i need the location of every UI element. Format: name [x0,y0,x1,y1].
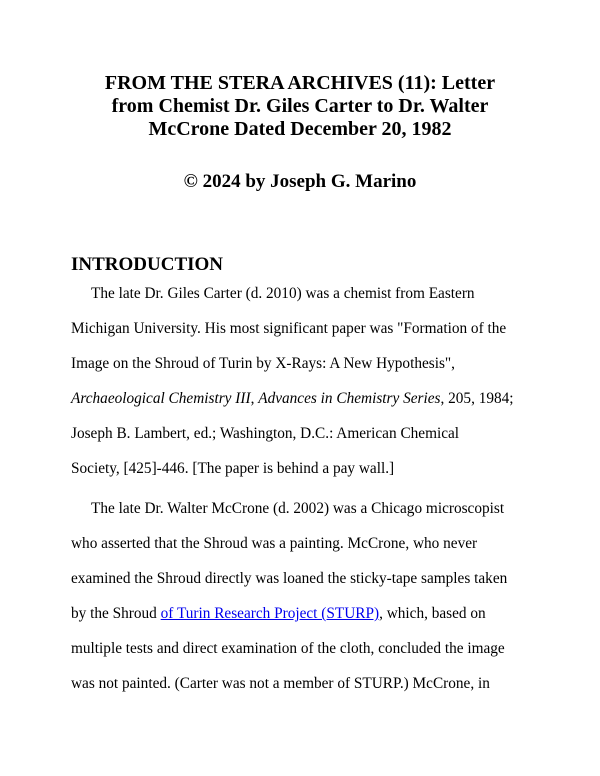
sturp-link[interactable]: of Turin Research Project (STURP) [160,605,380,622]
para2-line-2: who asserted that the Shroud was a painting. McCrone, who never [71,535,478,552]
para1-line-4 [71,389,514,409]
para1-line-1: The late Dr. Giles Carter (d. 2010) was a chemist from Eastern [91,285,475,302]
para2-line-3: examined the Shroud directly was loaned the sticky-tape samples taken [71,570,508,587]
title-line-2: from Chemist Dr. Giles Carter to Dr. Walter [111,95,489,117]
para2-line-4-pre: by the Shroud [71,605,161,622]
para2-line-1: The late Dr. Walter McCrone (d. 2002) was a Chicago microscopist [91,500,505,517]
para1-line-6: Society, [425]-446. [The paper is behind a pay wall.] [71,460,395,477]
citation-separator: , [250,390,259,407]
para1-line-2: Michigan University. His most significant paper was "Formation of the [71,320,507,337]
citation-rest: , 205, 1984; [440,390,514,407]
para2-line-4 [71,604,486,624]
para2-line-6: was not painted. (Carter was not a member of STURP.) McCrone, in [71,675,490,692]
journal-title-italic: Archaeological Chemistry III [71,390,251,407]
series-title-italic: Advances in Chemistry Series [258,390,441,407]
para1-line-3: Image on the Shroud of Turin by X-Rays: A New Hypothesis", [71,355,455,372]
para1-line-5: Joseph B. Lambert, ed.; Washington, D.C.: American Chemical [71,425,460,442]
para2-line-5: multiple tests and direct examination of the cloth, concluded the image [71,640,505,657]
title-line-1: FROM THE STERA ARCHIVES (11): Letter [104,72,496,94]
para2-line-4-post: , which, based on [379,605,486,622]
document-title [40,72,560,141]
title-line-3: McCrone Dated December 20, 1982 [148,118,452,140]
copyright-byline: © 2024 by Joseph G. Marino [183,171,417,192]
section-heading-introduction: INTRODUCTION [71,254,224,275]
